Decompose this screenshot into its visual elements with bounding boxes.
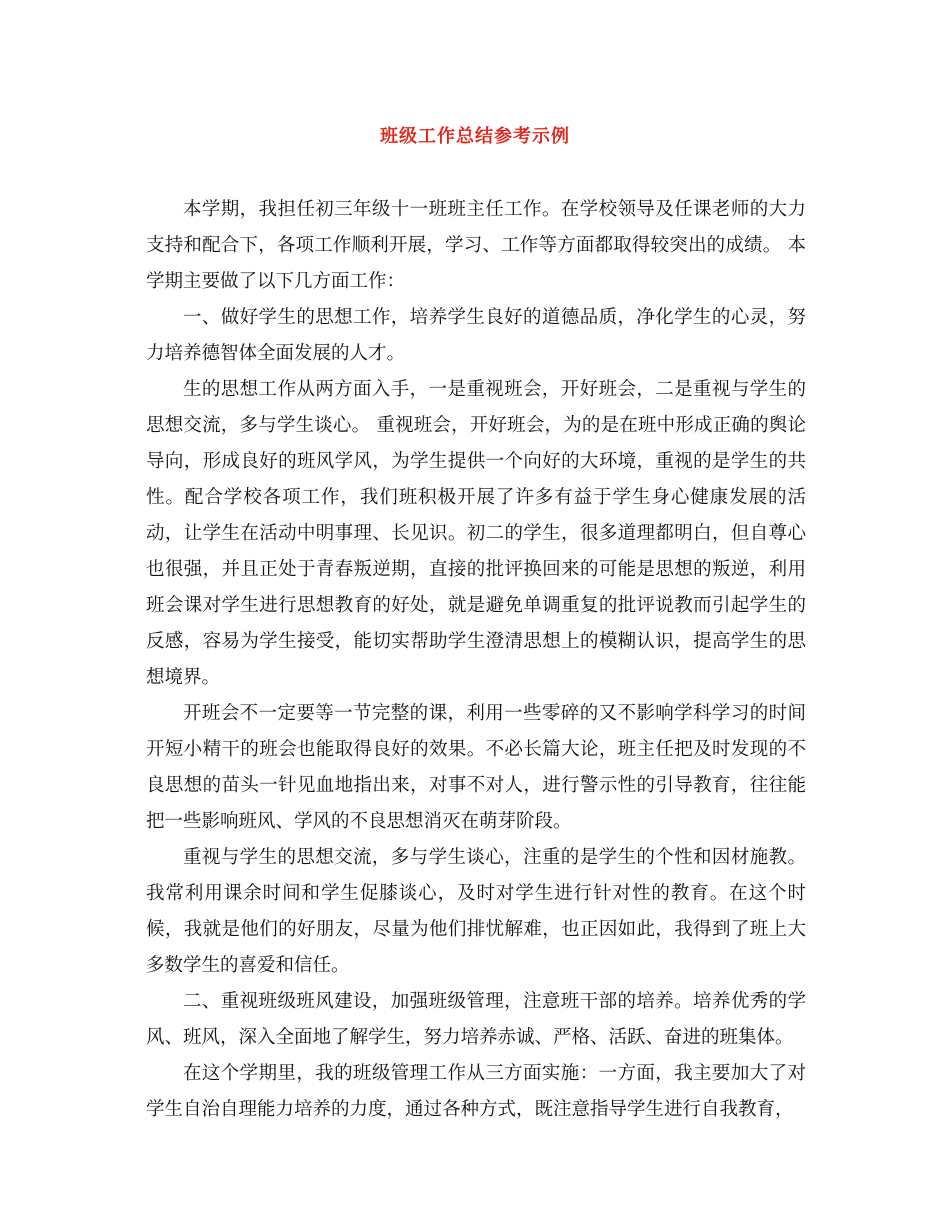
document-title: 班级工作总结参考示例 [380,126,570,147]
paragraph-communication: 重视与学生的思想交流，多与学生谈心，注重的是学生的个性和因材施教。我常利用课余时间和学生促膝谈心，及时对学生进行针对性的教育。在这个时候，我就是他们的好朋友，尽量为他们排忧解难，也正因如此，我得到了班上大多数学生的喜爱和信任。 [146,847,806,976]
paragraph-thought-work: 生的思想工作从两方面入手，一是重视班会，开好班会，二是重视与学生的思想交流，多与学生谈心。 重视班会，开好班会，为的是在班中形成正确的舆论导向，形成良好的班风学风，为学生提供一个向好的大环境，重视的是学生的共性。配合学校各项工作，我们班积极开展了许多有益于学生身心健康发展的活动，让学生在活动中明事理、长见识。初二的学生，很多道理都明白，但自尊心也很强，并且正处于青春叛逆期，直接的批评换回来的可能是思想的叛逆，利用班会课对学生进行思想教育的好处，就是避免单调重复的批评说教而引起学生的反感，容易为学生接受，能切实帮助学生澄清思想上的模糊认识，提高学生的思想境界。 [146,379,806,688]
paragraph-intro: 本学期，我担任初三年级十一班班主任工作。在学校领导及任课老师的大力支持和配合下，各项工作顺利开展，学习、工作等方面都取得较突出的成绩。 本学期主要做了以下几方面工作： [146,199,806,292]
document-body [146,192,806,1128]
paragraph-section-two-heading: 二、重视班级班风建设，加强班级管理，注意班干部的培养。培养优秀的学风、班风，深入全面地了解学生，努力培养赤诚、严格、活跃、奋进的班集体。 [146,991,806,1048]
paragraph-class-management: 在这个学期里，我的班级管理工作从三方面实施：一方面，我主要加大了对学生自治自理能力培养的力度，通过各种方式，既注意指导学生进行自我教育， [146,1063,806,1120]
paragraph-section-one-heading: 一、做好学生的思想工作，培养学生良好的道德品质，净化学生的心灵，努力培养德智体全面发展的人才。 [146,307,806,364]
paragraph-class-meeting: 开班会不一定要等一节完整的课，利用一些零碎的又不影响学科学习的时间开短小精干的班会也能取得良好的效果。不必长篇大论，班主任把及时发现的不良思想的苗头一针见血地指出来，对事不对人，进行警示性的引导教育，往往能把一些影响班风、学风的不良思想消灭在萌芽阶段。 [146,703,806,832]
